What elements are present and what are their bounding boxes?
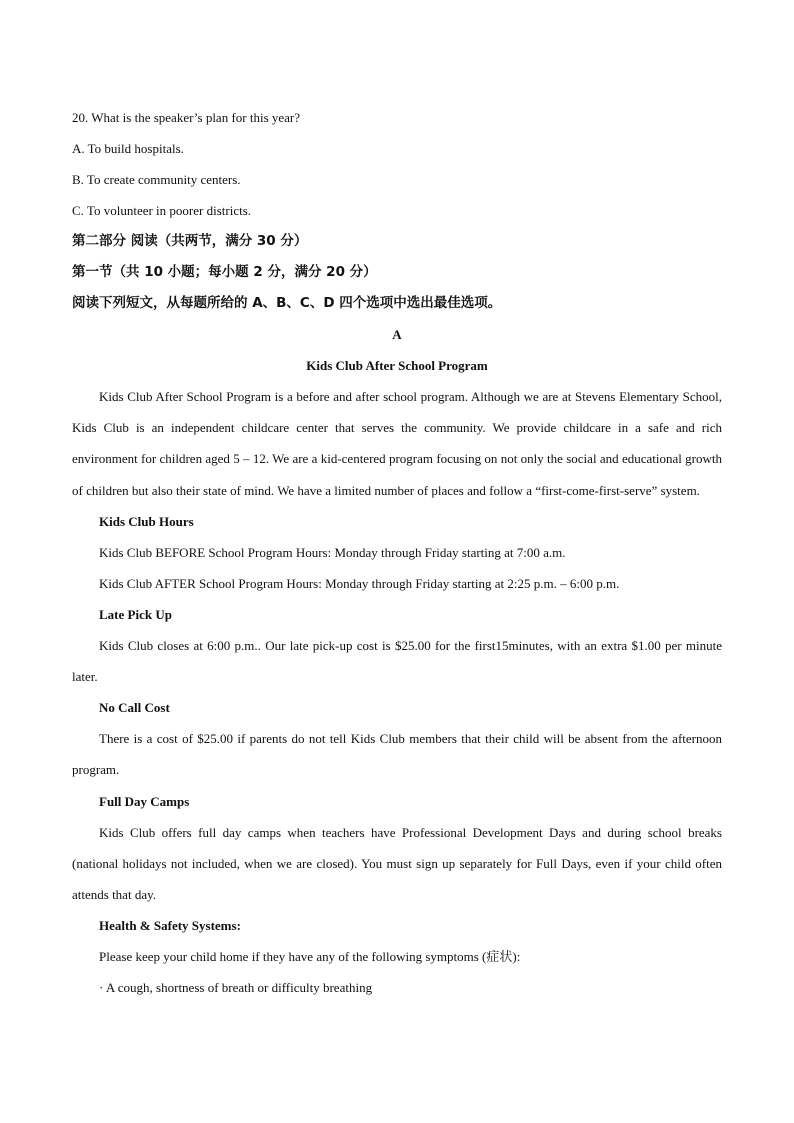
- health-safety-heading: Health & Safety Systems:: [99, 918, 241, 934]
- no-call-heading: No Call Cost: [99, 700, 170, 716]
- section-subsection-heading: 第一节（共 10 小题；每小题 2 分，满分 20 分）: [72, 264, 377, 280]
- section-part-heading: 第二部分 阅读（共两节，满分 30 分）: [72, 233, 308, 249]
- option-c: C. To volunteer in poorer districts.: [72, 203, 252, 218]
- full-day-camps-heading: Full Day Camps: [99, 793, 190, 809]
- late-pickup-heading: Late Pick Up: [99, 606, 172, 622]
- section-instruction: 阅读下列短文，从每题所给的 A、B、C、D 四个选项中选出最佳选项。: [72, 295, 502, 311]
- document-page: [72, 102, 722, 1003]
- hours-before: Kids Club BEFORE School Program Hours: Monday through Friday starting at 7:00 a.m.: [99, 544, 566, 560]
- no-call-text: There is a cost of $25.00 if parents do not tell Kids Club members that their child will be absent from the afternoon program.: [72, 731, 722, 778]
- health-bullet-item: · A cough, shortness of breath or difficulty breathing: [99, 980, 373, 996]
- hours-heading: Kids Club Hours: [99, 513, 194, 529]
- passage-title: Kids Club After School Program: [306, 358, 488, 373]
- passage-letter: A: [392, 327, 402, 342]
- option-a: A. To build hospitals.: [72, 141, 184, 156]
- hours-after: Kids Club AFTER School Program Hours: Monday through Friday starting at 2:25 p.m. – 6:00 p.m.: [99, 575, 620, 591]
- question-stem: 20. What is the speaker’s plan for this year?: [72, 110, 301, 125]
- option-b: B. To create community centers.: [72, 172, 241, 187]
- passage-intro: Kids Club After School Program is a before and after school program. Although we are at Stevens Elementary School, Kids Club is an independent childcare center that serves the community. We provide childcare in a safe and rich environment for children aged 5 – 12. We are a kid-centered program focusing on not only the social and educational growth of children but also their state of mind. We have a limited number of places and follow a “first-come-first-serve” system.: [72, 389, 722, 498]
- health-safety-text: Please keep your child home if they have any of the following symptoms (症状):: [99, 949, 521, 965]
- full-day-camps-text: Kids Club offers full day camps when teachers have Professional Development Days and during school breaks (national holidays not included, when we are closed). You must sign up separately for Full Days, even if your child often attends that day.: [72, 824, 722, 903]
- late-pickup-text: Kids Club closes at 6:00 p.m.. Our late pick-up cost is $25.00 for the first15minutes, with an extra $1.00 per minute later.: [72, 637, 722, 685]
